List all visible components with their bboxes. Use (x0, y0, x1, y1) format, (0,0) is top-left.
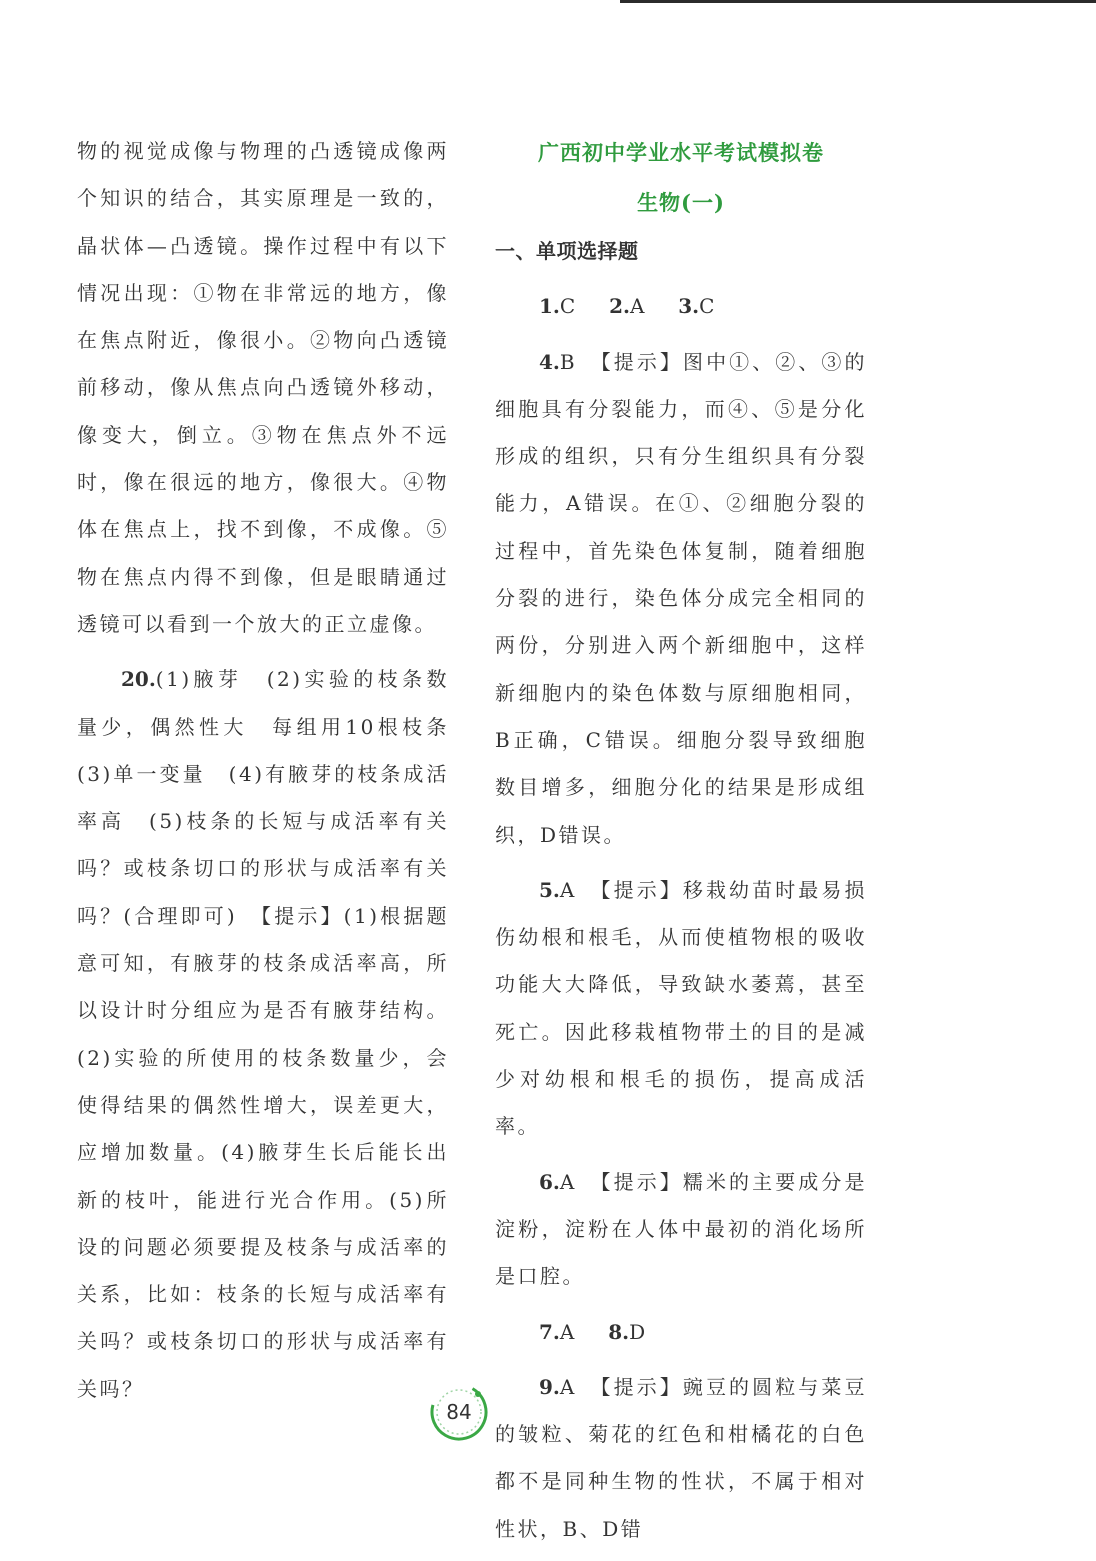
question-20-number: 20. (121, 667, 156, 692)
question-6 (495, 1159, 867, 1301)
question-9 (495, 1364, 867, 1553)
answer-number: 3. (678, 294, 700, 319)
question-9-number: 9. (539, 1374, 560, 1399)
answer-number: 8. (608, 1319, 630, 1344)
question-6-number: 6. (539, 1169, 560, 1194)
answer-value: C (559, 294, 578, 319)
paragraph-lens-explanation: 物的视觉成像与物理的凸透镜成像两个知识的结合，其实原理是一致的，晶状体—凸透镜。操作过程中有以下情况出现：①物在非常远的地方，像在焦点附近，像很小。②物向凸透镜前移动，像从焦点向凸透镜外移动，像变大，倒立。③物在焦点外不远时，像在很远的地方，像很大。④物体在焦点上，找不到像，不成像。⑤物在焦点内得不到像，但是眼睛通过透镜可以看到一个放大的正立虚像。 (77, 139, 449, 636)
page-number: 84 (446, 1400, 472, 1424)
answer-value: A (629, 294, 647, 319)
answer-value: C (699, 294, 717, 319)
answer-value: D (629, 1319, 648, 1344)
question-5-text: A 【提示】移栽幼苗时最易损伤幼根和根毛，从而使植物根的吸收功能大大降低，导致缺水萎蔫，甚至死亡。因此移栽植物带土的目的是减少对幼根和根毛的损伤，提高成活率。 (495, 877, 867, 1139)
exam-subtitle: 生物(一) (637, 190, 725, 215)
question-4-number: 4. (539, 349, 560, 374)
right-column (495, 128, 867, 1561)
question-6-text: A 【提示】糯米的主要成分是淀粉，淀粉在人体中最初的消化场所是口腔。 (495, 1169, 867, 1289)
exam-title: 广西初中学业水平考试模拟卷 (538, 140, 824, 165)
question-20-text: (1)腋芽 (2)实验的枝条数量少，偶然性大 每组用10根枝条 (3)单一变量 (4)有腋芽的枝条成活率高 (5)枝条的长短与成活率有关吗？或枝条切口的形状与成活率有关吗？(合理即可) 【提示】(1)根据题意可知，有腋芽的枝条成活率高，所以设计时分组应为是否有腋芽结构。(2)实验的所使用的枝条数量少，会使得结果的偶然性增大，误差更大，应增加数量。(4)腋芽生长后能长出新的枝叶，能进行光合作用。(5)所设的问题必须要提及枝条与成活率的关系，比如：枝条的长短与成活率有关吗？或枝条切口的形状与成活率有关吗？ (77, 667, 472, 1401)
question-4-text: B 【提示】图中①、②、③的细胞具有分裂能力，而④、⑤是分化形成的组织，只有分生组织具有分裂能力，A错误。在①、②细胞分裂的过程中，首先染色体复制，随着细胞分裂的进行，染色体分成完全相同的两份，分别进入两个新细胞中，这样新细胞内的染色体数与原细胞相同，B正确，C错误。细胞分裂导致细胞数目增多，细胞分化的结果是形成组织，D错误。 (495, 349, 867, 847)
answer-number: 7. (539, 1319, 560, 1344)
top-rule (620, 0, 1096, 3)
page-number-badge (427, 1380, 491, 1444)
answer-number: 1. (539, 294, 560, 319)
question-5-number: 5. (539, 877, 560, 902)
question-4 (495, 339, 867, 859)
section-heading: 一、单项选择题 (495, 239, 639, 263)
answers-7-8 (495, 1309, 867, 1356)
answer-number: 2. (609, 294, 630, 319)
answers-1-3 (495, 283, 867, 330)
question-9-text: A 【提示】豌豆的圆粒与菜豆的皱粒、菊花的红色和柑橘花的白色都不是同种生物的性状，不属于相对性状，B、D错 (495, 1374, 867, 1541)
answer-value: A (559, 1319, 577, 1344)
question-5 (495, 867, 867, 1151)
